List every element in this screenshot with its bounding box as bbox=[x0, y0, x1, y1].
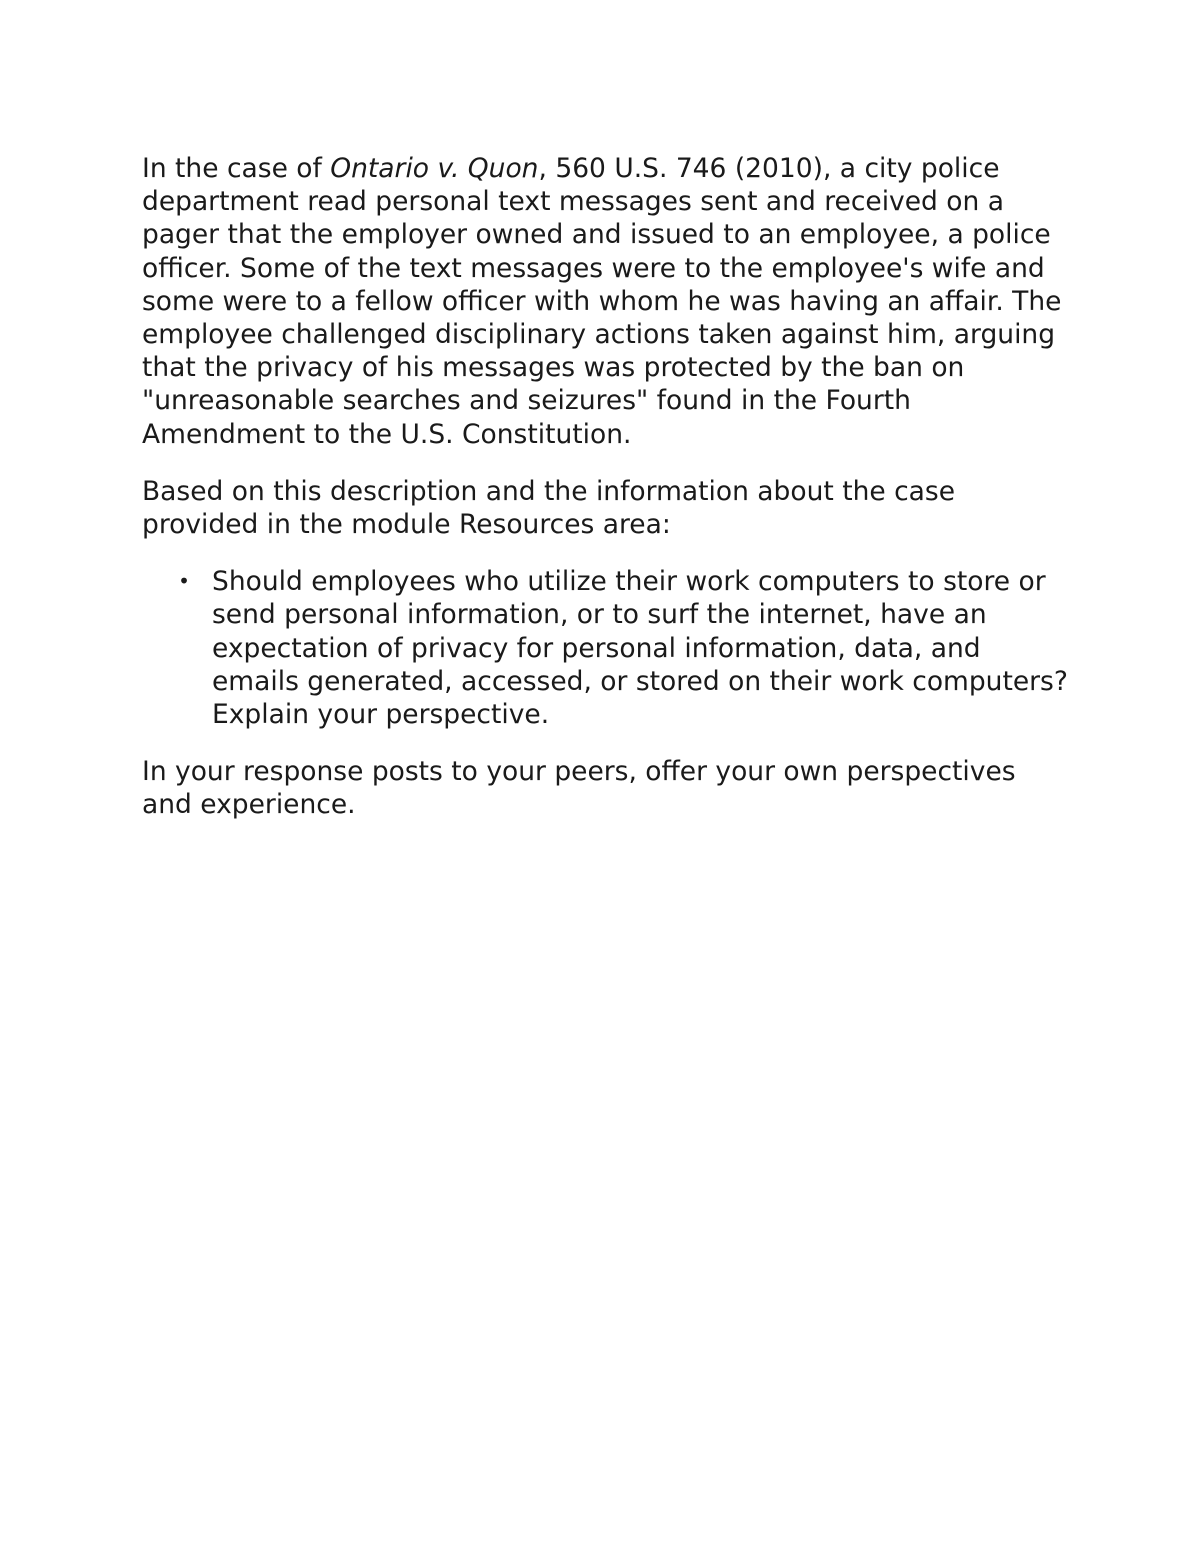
instruction-paragraph: Based on this description and the information about the case provided in the module Resources area: bbox=[142, 475, 956, 541]
bullet-icon: • bbox=[178, 569, 190, 594]
list-item bbox=[178, 565, 1072, 731]
case-intro-text: In the case of bbox=[142, 153, 331, 184]
case-details-text: , 560 U.S. 746 (2010), a city police department read personal text messages sent and received on a pager that the employer owned and issued to an employee, a police officer. Some of the text messages were to the employee's wife and some were to a fellow officer with whom he was having an affair. The employee challenged disciplinary actions taken against him, arguing that the privacy of his messages was protected by the ban on "unreasonable searches and seizures" found in the Fourth Amendment to the U.S. Constitution. bbox=[142, 153, 1062, 450]
question-text: Should employees who utilize their work computers to store or send personal information, or to surf the internet, have an expectation of privacy for personal information, data, and emails generated, accessed, or stored on their work computers? Explain your perspective. bbox=[212, 566, 1068, 731]
response-instruction-paragraph: In your response posts to your peers, offer your own perspectives and experience. bbox=[142, 756, 1016, 821]
case-name: Ontario v. Quon bbox=[330, 153, 539, 184]
document-body bbox=[142, 152, 1072, 846]
case-description-paragraph bbox=[142, 152, 1072, 451]
question-list bbox=[142, 565, 1072, 731]
